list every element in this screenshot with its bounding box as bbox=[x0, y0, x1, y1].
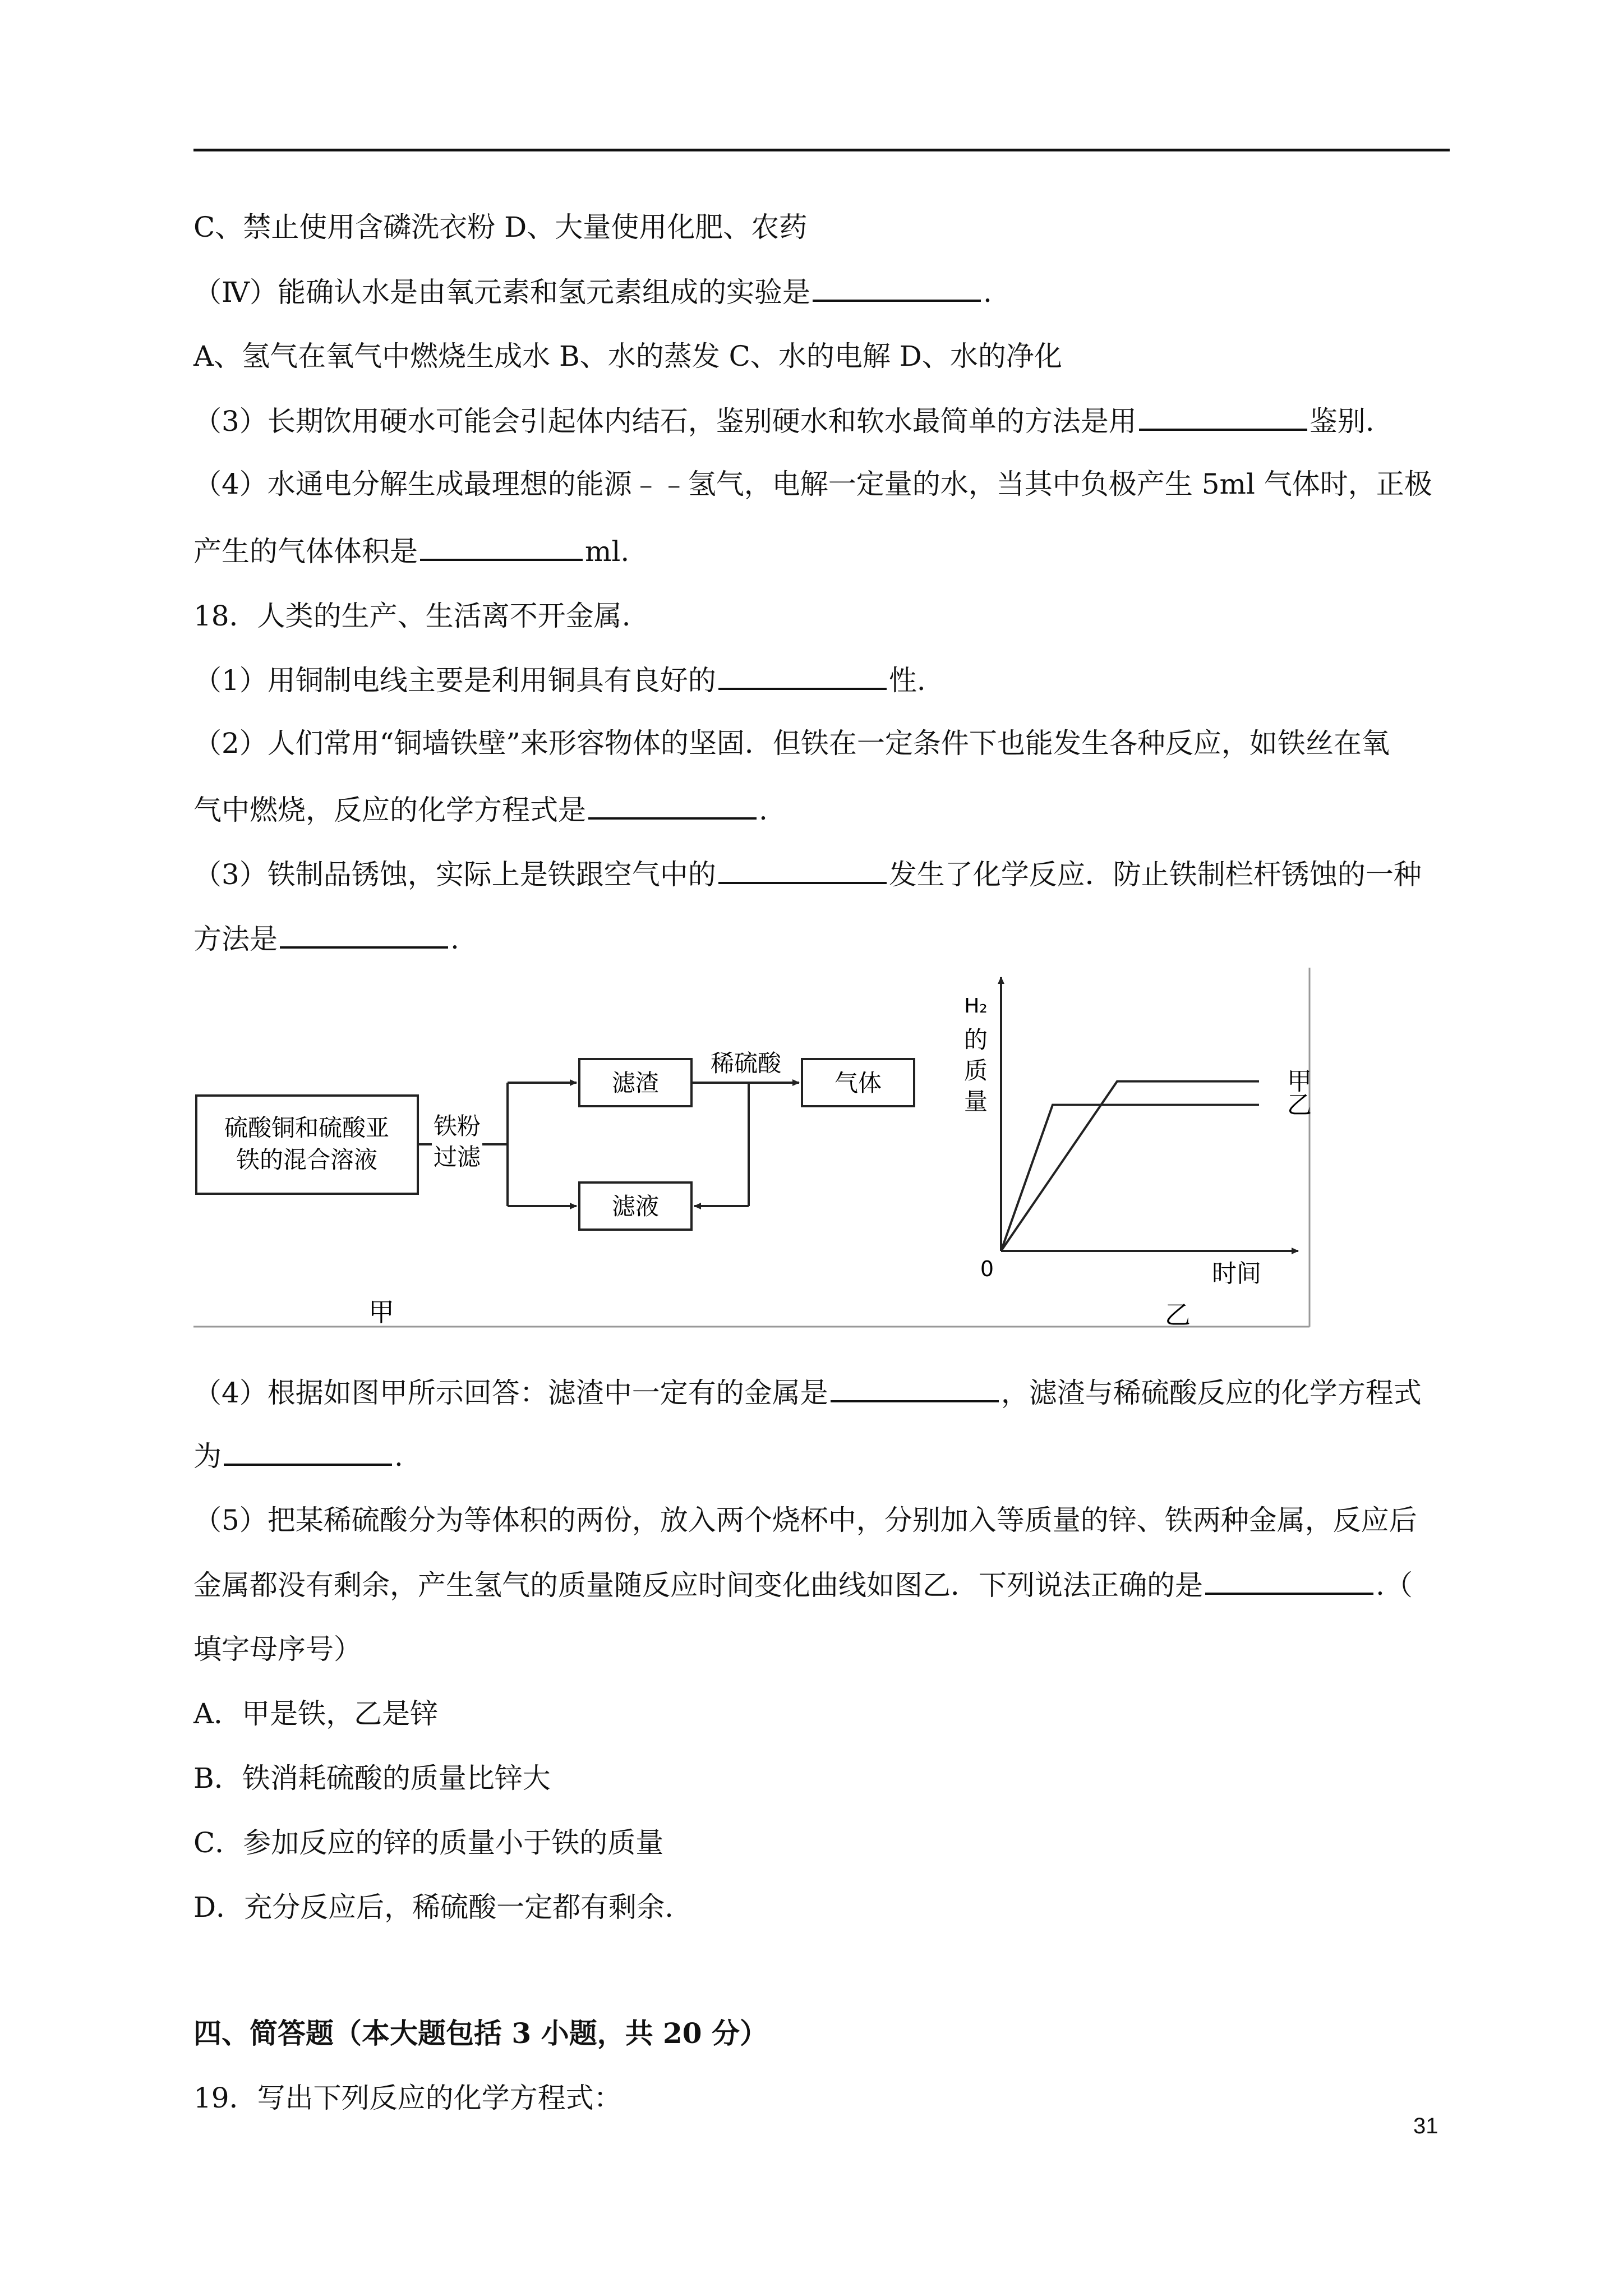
answer-blank[interactable] bbox=[588, 793, 757, 820]
answer-blank[interactable] bbox=[813, 275, 981, 302]
option-line-cd: C、禁止使用含磷洗衣粉 D、大量使用化肥、农药 bbox=[193, 211, 808, 243]
series-label: 甲 bbox=[1287, 1067, 1312, 1096]
answer-blank[interactable] bbox=[1139, 404, 1307, 431]
graph-series-layer bbox=[1001, 1068, 1312, 1251]
box-mixed-solution bbox=[196, 1096, 418, 1194]
step-iron-powder: 铁粉 bbox=[433, 1112, 481, 1140]
option-c: C．参加反应的锌的质量小于铁的质量 bbox=[193, 1826, 664, 1859]
question-18-4-cont: 为 . bbox=[193, 1440, 403, 1473]
figure-svg bbox=[193, 965, 1312, 1329]
graph-ylabel-h2: H₂ bbox=[964, 995, 988, 1018]
mixed-solution-line2: 铁的混合溶液 bbox=[236, 1146, 378, 1174]
question-18-4: （4）根据如图甲所示回答：滤渣中一定有的金属是 ，滤渣与稀硫酸反应的化学方程式 bbox=[193, 1377, 1422, 1409]
question-iv: （Ⅳ）能确认水是由氧元素和氢元素组成的实验是 . bbox=[193, 276, 992, 309]
caption-flow: 甲 bbox=[368, 1297, 394, 1327]
mixed-solution-line1: 硫酸铜和硫酸亚 bbox=[224, 1114, 390, 1142]
answer-blank[interactable] bbox=[280, 922, 448, 949]
question-18-3-cont: 方法是 . bbox=[193, 923, 459, 955]
series-label: 乙 bbox=[1287, 1091, 1312, 1120]
answer-blank[interactable] bbox=[718, 857, 887, 884]
graph-ylabel-char: 质 bbox=[963, 1057, 988, 1084]
question-18-2: （2）人们常用“铜墙铁壁”来形容物体的坚固．但铁在一定条件下也能发生各种反应，如铁丝在氧 bbox=[193, 727, 1390, 760]
series-line-jia bbox=[1001, 1082, 1259, 1251]
option-a: A．甲是铁，乙是锌 bbox=[193, 1697, 439, 1730]
question-18-5-hint: 填字母序号） bbox=[193, 1633, 362, 1665]
answer-blank[interactable] bbox=[224, 1439, 392, 1466]
question-18-2-cont: 气中燃烧，反应的化学方程式是 . bbox=[193, 794, 768, 826]
question-17-4: （4）水通电分解生成最理想的能源﹣﹣氢气，电解一定量的水，当其中负极产生 5ml 气体时，正极 bbox=[193, 468, 1432, 500]
gas-label: 气体 bbox=[834, 1069, 882, 1097]
section-heading: 四、简答题（本大题包括 3 小题，共 20 分） bbox=[193, 2017, 768, 2050]
options-iv: A、氢气在氧气中燃烧生成水 B、水的蒸发 C、水的电解 D、水的净化 bbox=[193, 340, 1062, 372]
graph-xlabel: 时间 bbox=[1212, 1259, 1261, 1288]
option-d: D．充分反应后，稀硫酸一定都有剩余. bbox=[193, 1891, 674, 1924]
header-rule bbox=[193, 149, 1450, 151]
acid-label: 稀硫酸 bbox=[710, 1050, 782, 1077]
question-17-3: （3）长期饮用硬水可能会引起体内结石，鉴别硬水和软水最简单的方法是用 鉴别. bbox=[193, 405, 1375, 438]
question-18-1: （1）用铜制电线主要是利用铜具有良好的 性. bbox=[193, 664, 926, 697]
question-19: 19．写出下列反应的化学方程式： bbox=[193, 2082, 622, 2114]
answer-blank[interactable] bbox=[420, 534, 583, 561]
question-17-4-cont: 产生的气体体积是 ml. bbox=[193, 535, 630, 568]
page-number: 31 bbox=[1413, 2114, 1438, 2138]
answer-blank[interactable] bbox=[1205, 1568, 1373, 1595]
option-b: B．铁消耗硫酸的质量比锌大 bbox=[193, 1762, 551, 1795]
graph-ylabel-char: 的 bbox=[963, 1026, 988, 1053]
filtrate-label: 滤液 bbox=[611, 1193, 660, 1220]
graph-origin: 0 bbox=[980, 1257, 994, 1281]
question-18-5-cont: 金属都没有剩余，产生氢气的质量随反应时间变化曲线如图乙．下列说法正确的是 .（ bbox=[193, 1569, 1413, 1602]
step-filter: 过滤 bbox=[433, 1143, 481, 1171]
graph-ylabel-char: 量 bbox=[963, 1088, 988, 1115]
question-18-5: （5）把某稀硫酸分为等体积的两份，放入两个烧杯中，分别加入等质量的锌、铁两种金属，反应后 bbox=[193, 1504, 1417, 1536]
series-line-yi bbox=[1001, 1105, 1259, 1251]
answer-blank[interactable] bbox=[831, 1375, 999, 1402]
question-18-3: （3）铁制品锈蚀，实际上是铁跟空气中的 发生了化学反应．防止铁制栏杆锈蚀的一种 bbox=[193, 858, 1422, 891]
residue-label: 滤渣 bbox=[611, 1069, 660, 1097]
answer-blank[interactable] bbox=[718, 663, 887, 690]
figure-flow-and-graph bbox=[193, 965, 1312, 1329]
question-18-title: 18．人类的生产、生活离不开金属. bbox=[193, 600, 631, 632]
caption-graph: 乙 bbox=[1165, 1300, 1191, 1329]
